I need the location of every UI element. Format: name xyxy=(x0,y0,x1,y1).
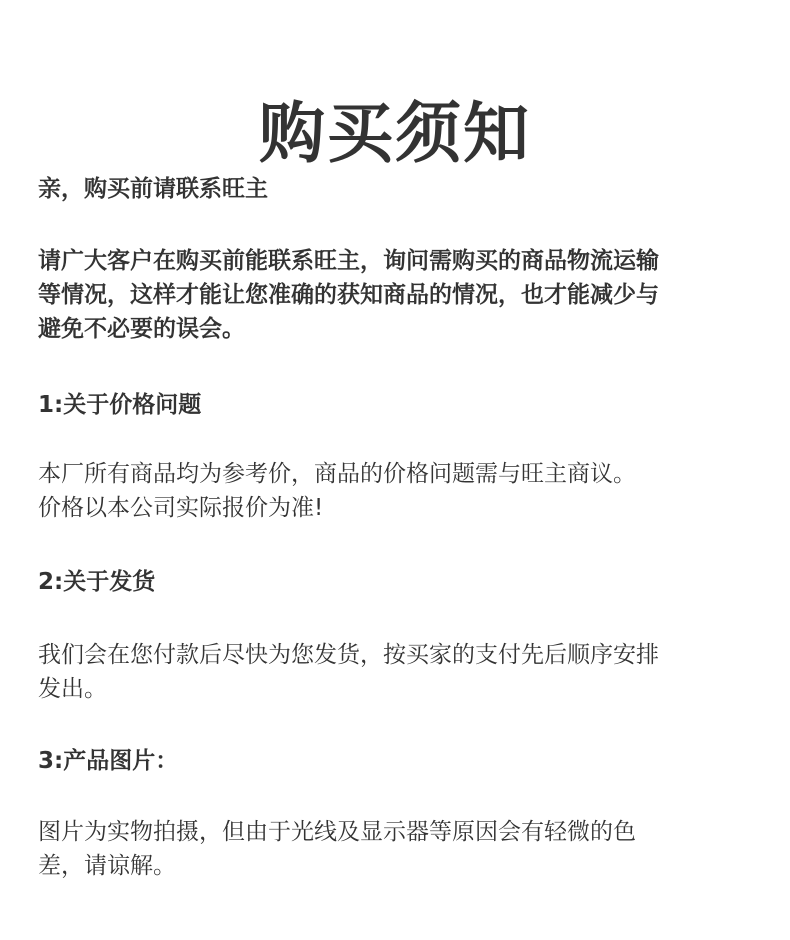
section-line: 我们会在您付款后尽快为您发货，按买家的支付先后顺序安排 xyxy=(38,642,659,668)
section-line: 本厂所有商品均为参考价，商品的价格问题需与旺主商议。 xyxy=(38,461,636,487)
section-body-price xyxy=(38,457,758,525)
intro-line: 避免不必要的误会。 xyxy=(38,316,245,342)
section-heading-shipping: 2:关于发货 xyxy=(38,569,156,595)
section-body-shipping xyxy=(38,638,758,706)
section-line: 价格以本公司实际报价为准! xyxy=(38,495,324,521)
section-heading-price: 1:关于价格问题 xyxy=(38,392,202,418)
section-line: 差，请谅解。 xyxy=(38,853,176,879)
intro-heading: 亲，购买前请联系旺主 xyxy=(38,176,268,202)
section-body-images xyxy=(38,815,758,883)
intro-paragraph xyxy=(38,244,758,346)
section-line: 发出。 xyxy=(38,676,107,702)
page-title: 购买须知 xyxy=(259,95,531,173)
section-line: 图片为实物拍摄，但由于光线及显示器等原因会有轻微的色 xyxy=(38,819,636,845)
intro-line: 等情况，这样才能让您准确的获知商品的情况，也才能减少与 xyxy=(38,282,659,308)
section-heading-images: 3:产品图片： xyxy=(38,748,179,774)
intro-line: 请广大客户在购买前能联系旺主，询问需购买的商品物流运输 xyxy=(38,248,659,274)
